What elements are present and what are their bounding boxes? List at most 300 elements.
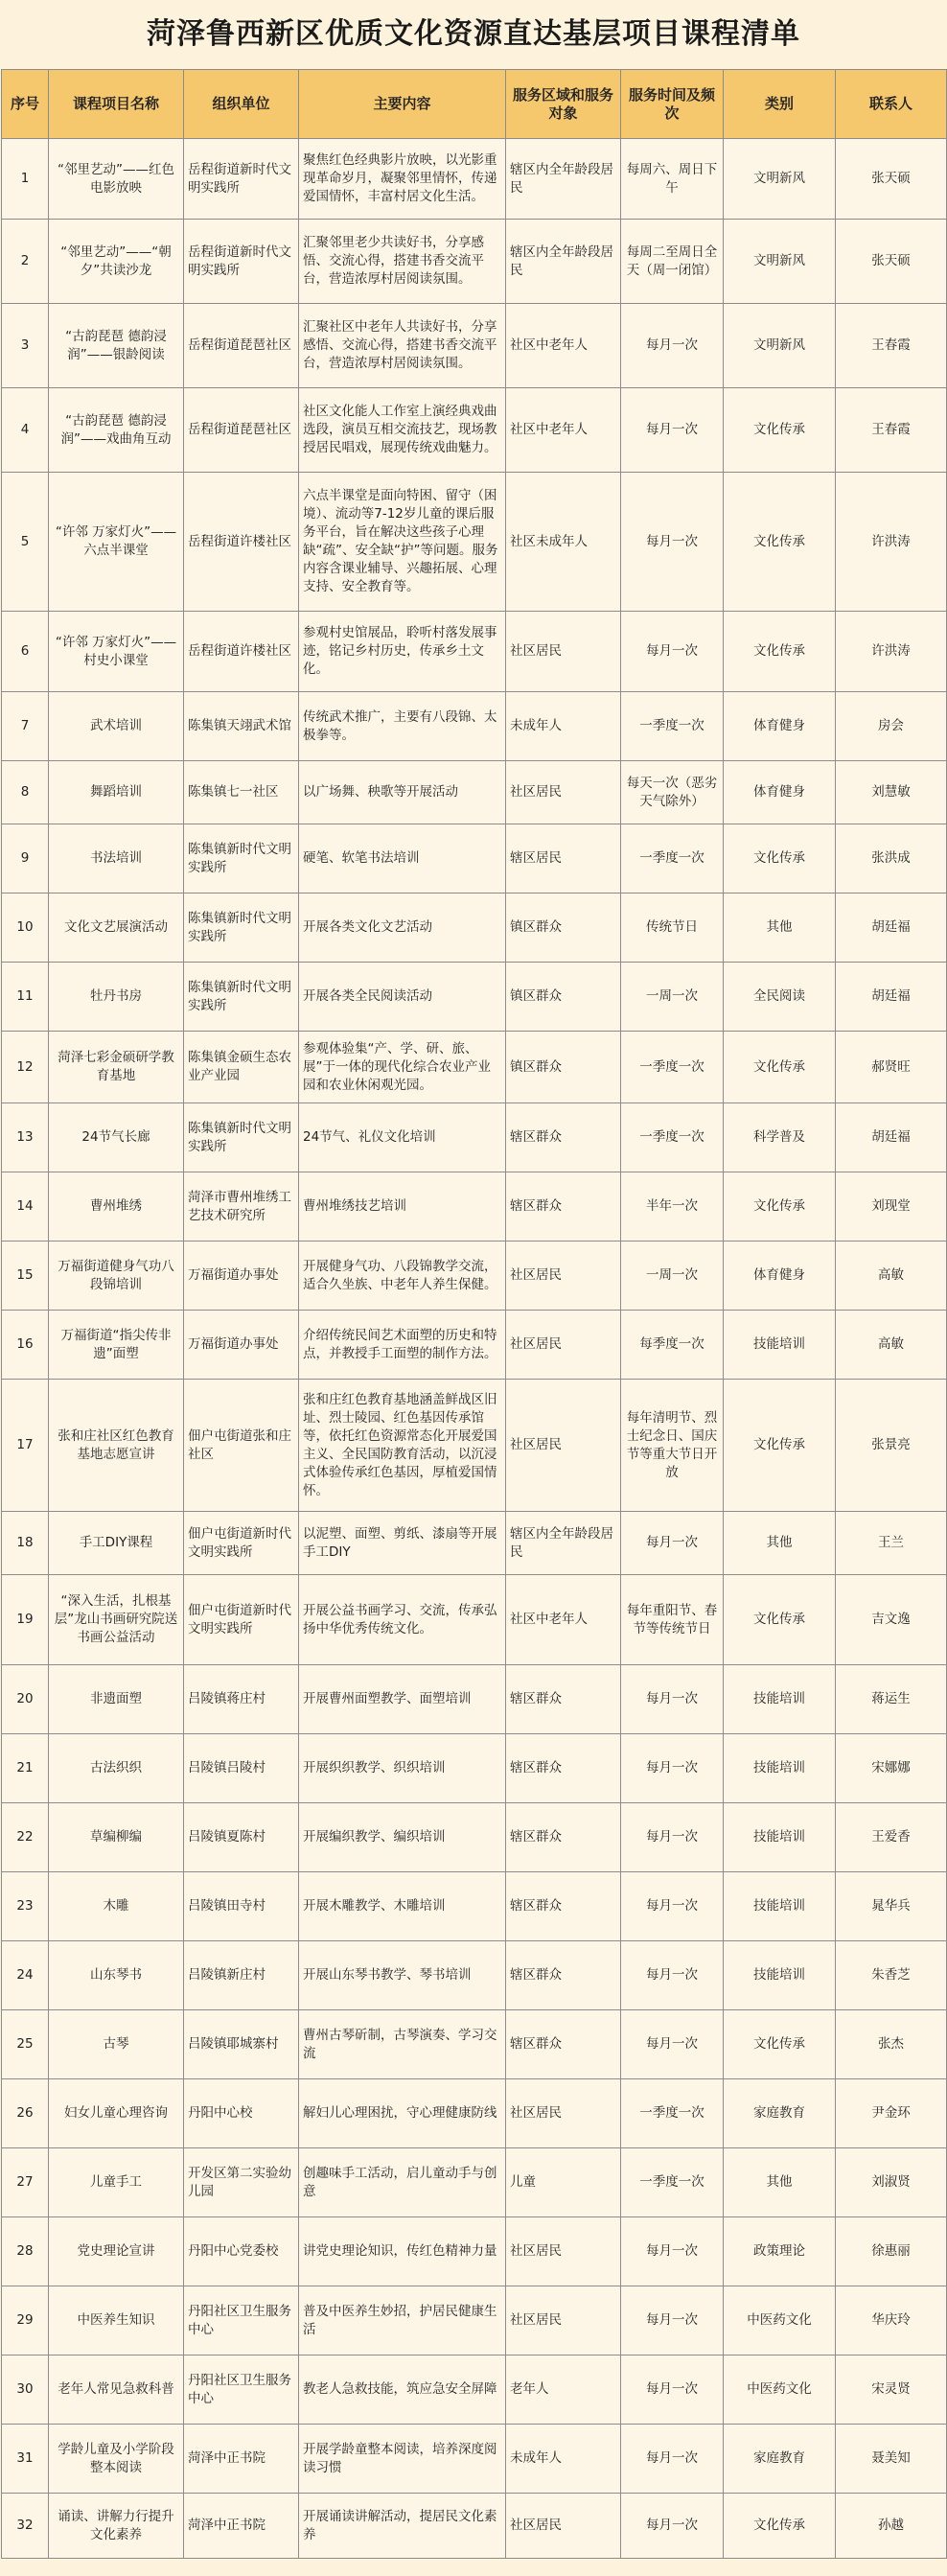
cell-service-time: 每月一次 <box>621 1734 724 1803</box>
cell-service-area: 社区居民 <box>506 761 621 824</box>
cell-row-number: 32 <box>2 2494 49 2559</box>
table-row <box>2 1575 947 1665</box>
cell-service-time: 一季度一次 <box>621 824 724 893</box>
cell-organizer: 岳程街道新时代文明实践所 <box>184 220 299 304</box>
table-row <box>2 1032 947 1103</box>
cell-course-name: 武术培训 <box>49 692 184 761</box>
cell-course-name: 木雕 <box>49 1872 184 1941</box>
cell-contact-person: 王春霞 <box>836 304 947 388</box>
cell-main-content: 创趣味手工活动，启儿童动手与创意 <box>299 2148 506 2217</box>
cell-contact-person: 聂美知 <box>836 2425 947 2494</box>
cell-organizer: 丹阳中心党委校 <box>184 2217 299 2286</box>
cell-service-area: 社区居民 <box>506 612 621 692</box>
cell-main-content: 汇聚社区中老年人共读好书，分享感悟、交流心得，搭建书香交流平台，营造浓厚村居阅读氛围。 <box>299 304 506 388</box>
cell-category: 中医药文化 <box>724 2356 836 2425</box>
table-row <box>2 1803 947 1872</box>
cell-service-area: 老年人 <box>506 2356 621 2425</box>
cell-main-content: 开展公益书画学习、交流，传承弘扬中华优秀传统文化。 <box>299 1575 506 1665</box>
header-content: 主要内容 <box>299 70 506 139</box>
cell-organizer: 岳程街道许楼社区 <box>184 473 299 612</box>
cell-contact-person: 胡廷福 <box>836 1103 947 1172</box>
cell-row-number: 14 <box>2 1172 49 1242</box>
cell-service-time: 每月一次 <box>621 304 724 388</box>
cell-category: 技能培训 <box>724 1665 836 1734</box>
cell-service-area: 镇区群众 <box>506 893 621 963</box>
cell-service-area: 辖区内全年龄段居民 <box>506 220 621 304</box>
cell-service-time: 每季度一次 <box>621 1311 724 1380</box>
cell-service-area: 社区中老年人 <box>506 1575 621 1665</box>
cell-service-time: 每年重阳节、春节等传统节日 <box>621 1575 724 1665</box>
header-contact: 联系人 <box>836 70 947 139</box>
cell-service-time: 传统节日 <box>621 893 724 963</box>
cell-category: 科学普及 <box>724 1103 836 1172</box>
cell-category: 其他 <box>724 1512 836 1575</box>
cell-main-content: 24节气、礼仪文化培训 <box>299 1103 506 1172</box>
cell-organizer: 菏泽市曹州堆绣工艺技术研究所 <box>184 1172 299 1242</box>
cell-course-name: 中医养生知识 <box>49 2286 184 2356</box>
cell-main-content: 普及中医养生妙招，护居民健康生活 <box>299 2286 506 2356</box>
cell-contact-person: 许洪涛 <box>836 612 947 692</box>
cell-main-content: 解妇儿心理困扰，守心理健康防线 <box>299 2079 506 2148</box>
cell-organizer: 佃户屯街道张和庄社区 <box>184 1380 299 1512</box>
cell-service-area: 社区居民 <box>506 1380 621 1512</box>
table-row <box>2 761 947 824</box>
cell-service-time: 每月一次 <box>621 2356 724 2425</box>
table-row <box>2 1512 947 1575</box>
cell-course-name: 儿童手工 <box>49 2148 184 2217</box>
cell-course-name: 菏泽七彩金硕研学教育基地 <box>49 1032 184 1103</box>
cell-course-name: 曹州堆绣 <box>49 1172 184 1242</box>
cell-category: 体育健身 <box>724 692 836 761</box>
table-row <box>2 963 947 1032</box>
cell-row-number: 27 <box>2 2148 49 2217</box>
cell-category: 中医药文化 <box>724 2286 836 2356</box>
cell-service-time: 一季度一次 <box>621 1032 724 1103</box>
cell-category: 文明新风 <box>724 139 836 220</box>
cell-contact-person: 王兰 <box>836 1512 947 1575</box>
table-row <box>2 2010 947 2079</box>
cell-category: 文明新风 <box>724 220 836 304</box>
cell-contact-person: 蒋运生 <box>836 1665 947 1734</box>
table-row <box>2 304 947 388</box>
header-course-name: 课程项目名称 <box>49 70 184 139</box>
cell-row-number: 2 <box>2 220 49 304</box>
cell-course-name: 24节气长廊 <box>49 1103 184 1172</box>
cell-organizer: 丹阳社区卫生服务中心 <box>184 2286 299 2356</box>
table-row <box>2 1872 947 1941</box>
cell-category: 文化传承 <box>724 388 836 473</box>
table-row <box>2 1103 947 1172</box>
cell-row-number: 3 <box>2 304 49 388</box>
cell-service-area: 镇区群众 <box>506 1032 621 1103</box>
cell-category: 技能培训 <box>724 1734 836 1803</box>
cell-course-name: “邻里艺动”——“朝夕”共读沙龙 <box>49 220 184 304</box>
cell-contact-person: 刘慧敏 <box>836 761 947 824</box>
cell-service-area: 辖区群众 <box>506 1665 621 1734</box>
cell-contact-person: 张天硕 <box>836 220 947 304</box>
cell-course-name: 山东琴书 <box>49 1941 184 2010</box>
cell-row-number: 31 <box>2 2425 49 2494</box>
cell-organizer: 陈集镇新时代文明实践所 <box>184 963 299 1032</box>
cell-main-content: 开展各类全民阅读活动 <box>299 963 506 1032</box>
cell-service-area: 辖区内全年龄段居民 <box>506 1512 621 1575</box>
cell-row-number: 6 <box>2 612 49 692</box>
cell-main-content: 讲党史理论知识，传红色精神力量 <box>299 2217 506 2286</box>
cell-row-number: 10 <box>2 893 49 963</box>
cell-course-name: 舞蹈培训 <box>49 761 184 824</box>
table-row <box>2 2217 947 2286</box>
cell-service-area: 辖区群众 <box>506 1941 621 2010</box>
cell-organizer: 菏泽中正书院 <box>184 2425 299 2494</box>
cell-organizer: 岳程街道新时代文明实践所 <box>184 139 299 220</box>
cell-category: 体育健身 <box>724 761 836 824</box>
cell-course-name: 非遗面塑 <box>49 1665 184 1734</box>
table-row <box>2 692 947 761</box>
cell-service-time: 每月一次 <box>621 1512 724 1575</box>
cell-row-number: 7 <box>2 692 49 761</box>
cell-service-time: 一周一次 <box>621 1242 724 1311</box>
cell-course-name: 万福街道“指尖传非遗”面塑 <box>49 1311 184 1380</box>
cell-category: 其他 <box>724 2148 836 2217</box>
cell-row-number: 30 <box>2 2356 49 2425</box>
cell-service-area: 儿童 <box>506 2148 621 2217</box>
cell-row-number: 18 <box>2 1512 49 1575</box>
cell-service-time: 半年一次 <box>621 1172 724 1242</box>
table-row <box>2 473 947 612</box>
cell-category: 技能培训 <box>724 1872 836 1941</box>
cell-main-content: 社区文化能人工作室上演经典戏曲选段，演员互相交流技艺，现场教授居民唱戏，展现传统戏曲魅力。 <box>299 388 506 473</box>
cell-service-time: 每月一次 <box>621 2494 724 2559</box>
header-service-area: 服务区域和服务对象 <box>506 70 621 139</box>
cell-category: 文化传承 <box>724 1032 836 1103</box>
cell-course-name: 古琴 <box>49 2010 184 2079</box>
cell-row-number: 9 <box>2 824 49 893</box>
cell-service-time: 每月一次 <box>621 1941 724 2010</box>
cell-category: 家庭教育 <box>724 2079 836 2148</box>
cell-organizer: 吕陵镇耶城寨村 <box>184 2010 299 2079</box>
page-title: 菏泽鲁西新区优质文化资源直达基层项目课程清单 <box>0 0 947 69</box>
cell-course-name: “深入生活，扎根基层”龙山书画研究院送书画公益活动 <box>49 1575 184 1665</box>
cell-category: 技能培训 <box>724 1941 836 2010</box>
cell-organizer: 吕陵镇新庄村 <box>184 1941 299 2010</box>
cell-main-content: 汇聚邻里老少共读好书，分享感悟、交流心得，搭建书香交流平台，营造浓厚村居阅读氛围。 <box>299 220 506 304</box>
cell-main-content: 开展编织教学、编织培训 <box>299 1803 506 1872</box>
cell-contact-person: 张杰 <box>836 2010 947 2079</box>
cell-contact-person: 华庆玲 <box>836 2286 947 2356</box>
cell-category: 文化传承 <box>724 2010 836 2079</box>
header-service-time: 服务时间及频次 <box>621 70 724 139</box>
cell-course-name: 党史理论宣讲 <box>49 2217 184 2286</box>
cell-service-area: 社区居民 <box>506 1311 621 1380</box>
table-row <box>2 1734 947 1803</box>
cell-main-content: 张和庄红色教育基地涵盖鲜战区旧址、烈士陵园、红色基因传承馆等，依托红色资源常态化开展爱国主义、全民国防教育活动，以沉浸式体验传承红色基因，厚植爱国情怀。 <box>299 1380 506 1512</box>
cell-contact-person: 胡廷福 <box>836 963 947 1032</box>
cell-service-area: 辖区群众 <box>506 1734 621 1803</box>
cell-service-area: 未成年人 <box>506 692 621 761</box>
cell-service-area: 辖区群众 <box>506 1872 621 1941</box>
cell-main-content: 参观体验集“产、学、研、旅、展”于一体的现代化综合农业产业园和农业休闲观光园。 <box>299 1032 506 1103</box>
header-organizer: 组织单位 <box>184 70 299 139</box>
cell-service-time: 一周一次 <box>621 963 724 1032</box>
cell-row-number: 29 <box>2 2286 49 2356</box>
cell-contact-person: 徐惠丽 <box>836 2217 947 2286</box>
cell-service-time: 每天一次（恶劣天气除外） <box>621 761 724 824</box>
cell-course-name: 万福街道健身气功八段锦培训 <box>49 1242 184 1311</box>
cell-contact-person: 房会 <box>836 692 947 761</box>
cell-main-content: 参观村史馆展品，聆听村落发展事迹，铭记乡村历史，传承乡土文化。 <box>299 612 506 692</box>
cell-service-area: 社区中老年人 <box>506 388 621 473</box>
cell-service-area: 社区居民 <box>506 2079 621 2148</box>
cell-contact-person: 张洪成 <box>836 824 947 893</box>
cell-course-name: “古韵琵琶 德韵浸润”——戏曲角互动 <box>49 388 184 473</box>
cell-organizer: 丹阳社区卫生服务中心 <box>184 2356 299 2425</box>
cell-organizer: 佃户屯街道新时代文明实践所 <box>184 1575 299 1665</box>
cell-main-content: 以泥塑、面塑、剪纸、漆扇等开展手工DIY <box>299 1512 506 1575</box>
cell-category: 文化传承 <box>724 1172 836 1242</box>
cell-row-number: 26 <box>2 2079 49 2148</box>
cell-contact-person: 宋娜娜 <box>836 1734 947 1803</box>
cell-category: 文化传承 <box>724 2494 836 2559</box>
cell-service-area: 社区居民 <box>506 2494 621 2559</box>
cell-contact-person: 许洪涛 <box>836 473 947 612</box>
cell-service-time: 每月一次 <box>621 2010 724 2079</box>
cell-course-name: “古韵琵琶 德韵浸润”——银龄阅读 <box>49 304 184 388</box>
table-row <box>2 2425 947 2494</box>
cell-row-number: 13 <box>2 1103 49 1172</box>
cell-service-area: 社区中老年人 <box>506 304 621 388</box>
table-row <box>2 1172 947 1242</box>
cell-organizer: 吕陵镇夏陈村 <box>184 1803 299 1872</box>
cell-organizer: 万福街道办事处 <box>184 1242 299 1311</box>
cell-organizer: 陈集镇新时代文明实践所 <box>184 824 299 893</box>
table-row <box>2 220 947 304</box>
cell-main-content: 教老人急救技能，筑应急安全屏障 <box>299 2356 506 2425</box>
cell-service-time: 每月一次 <box>621 1872 724 1941</box>
cell-row-number: 21 <box>2 1734 49 1803</box>
cell-service-area: 镇区群众 <box>506 963 621 1032</box>
cell-main-content: 以广场舞、秧歌等开展活动 <box>299 761 506 824</box>
cell-service-area: 辖区群众 <box>506 1172 621 1242</box>
cell-contact-person: 朱香芝 <box>836 1941 947 2010</box>
cell-main-content: 聚焦红色经典影片放映，以光影重现革命岁月，凝聚邻里情怀，传递爱国情怀，丰富村居文化生活。 <box>299 139 506 220</box>
table-row <box>2 1941 947 2010</box>
cell-contact-person: 晁华兵 <box>836 1872 947 1941</box>
cell-contact-person: 吉文逸 <box>836 1575 947 1665</box>
cell-category: 文化传承 <box>724 1575 836 1665</box>
cell-row-number: 28 <box>2 2217 49 2286</box>
table-row <box>2 1311 947 1380</box>
cell-course-name: 妇女儿童心理咨询 <box>49 2079 184 2148</box>
cell-service-time: 一季度一次 <box>621 2148 724 2217</box>
table-row <box>2 893 947 963</box>
cell-organizer: 万福街道办事处 <box>184 1311 299 1380</box>
table-row <box>2 139 947 220</box>
table-row <box>2 612 947 692</box>
cell-course-name: 张和庄社区红色教育基地志愿宣讲 <box>49 1380 184 1512</box>
cell-service-time: 一季度一次 <box>621 2079 724 2148</box>
cell-category: 全民阅读 <box>724 963 836 1032</box>
cell-row-number: 12 <box>2 1032 49 1103</box>
cell-service-area: 社区居民 <box>506 2217 621 2286</box>
cell-category: 技能培训 <box>724 1311 836 1380</box>
cell-main-content: 硬笔、软笔书法培训 <box>299 824 506 893</box>
cell-service-area: 辖区群众 <box>506 1803 621 1872</box>
cell-organizer: 开发区第二实验幼儿园 <box>184 2148 299 2217</box>
cell-course-name: 牡丹书房 <box>49 963 184 1032</box>
table-row <box>2 2079 947 2148</box>
cell-course-name: “许邻 万家灯火”——六点半课堂 <box>49 473 184 612</box>
cell-row-number: 4 <box>2 388 49 473</box>
header-category: 类别 <box>724 70 836 139</box>
table-row <box>2 1380 947 1512</box>
cell-row-number: 1 <box>2 139 49 220</box>
cell-service-area: 辖区群众 <box>506 2010 621 2079</box>
cell-course-name: 手工DIY课程 <box>49 1512 184 1575</box>
cell-service-area: 辖区居民 <box>506 824 621 893</box>
cell-row-number: 23 <box>2 1872 49 1941</box>
cell-row-number: 17 <box>2 1380 49 1512</box>
cell-organizer: 岳程街道琵琶社区 <box>184 304 299 388</box>
cell-category: 文化传承 <box>724 612 836 692</box>
cell-organizer: 陈集镇金硕生态农业产业园 <box>184 1032 299 1103</box>
cell-course-name: 文化文艺展演活动 <box>49 893 184 963</box>
cell-main-content: 开展各类文化文艺活动 <box>299 893 506 963</box>
table-row <box>2 1242 947 1311</box>
cell-row-number: 16 <box>2 1311 49 1380</box>
cell-category: 文化传承 <box>724 824 836 893</box>
cell-organizer: 岳程街道琵琶社区 <box>184 388 299 473</box>
cell-category: 文化传承 <box>724 473 836 612</box>
table-header-row <box>2 70 947 139</box>
cell-organizer: 岳程街道许楼社区 <box>184 612 299 692</box>
cell-contact-person: 王爱香 <box>836 1803 947 1872</box>
cell-main-content: 曹州古琴斫制，古琴演奏、学习交流 <box>299 2010 506 2079</box>
cell-service-time: 每月一次 <box>621 1665 724 1734</box>
cell-organizer: 陈集镇天翊武术馆 <box>184 692 299 761</box>
cell-organizer: 陈集镇新时代文明实践所 <box>184 1103 299 1172</box>
cell-organizer: 陈集镇新时代文明实践所 <box>184 893 299 963</box>
cell-contact-person: 高敏 <box>836 1311 947 1380</box>
cell-service-time: 每月一次 <box>621 1803 724 1872</box>
cell-course-name: 草编柳编 <box>49 1803 184 1872</box>
course-table <box>1 69 947 2559</box>
cell-contact-person: 张景亮 <box>836 1380 947 1512</box>
cell-main-content: 开展山东琴书教学、琴书培训 <box>299 1941 506 2010</box>
cell-main-content: 开展曹州面塑教学、面塑培训 <box>299 1665 506 1734</box>
cell-main-content: 开展学龄童整本阅读，培养深度阅读习惯 <box>299 2425 506 2494</box>
cell-main-content: 开展织织教学、织织培训 <box>299 1734 506 1803</box>
cell-service-time: 每年清明节、烈士纪念日、国庆节等重大节日开放 <box>621 1380 724 1512</box>
cell-contact-person: 尹金环 <box>836 2079 947 2148</box>
cell-service-time: 每月一次 <box>621 2286 724 2356</box>
cell-service-area: 社区未成年人 <box>506 473 621 612</box>
cell-service-time: 每月一次 <box>621 388 724 473</box>
cell-main-content: 六点半课堂是面向特困、留守（困境）、流动等7-12岁儿童的课后服务平台，旨在解决这些孩子心理缺“疏”、安全缺“护”等问题。服务内容含课业辅导、兴趣拓展、心理支持、安全教育等。 <box>299 473 506 612</box>
cell-category: 家庭教育 <box>724 2425 836 2494</box>
cell-service-area: 辖区群众 <box>506 1103 621 1172</box>
cell-organizer: 菏泽中正书院 <box>184 2494 299 2559</box>
cell-contact-person: 郝贤旺 <box>836 1032 947 1103</box>
cell-service-time: 每月一次 <box>621 473 724 612</box>
cell-row-number: 25 <box>2 2010 49 2079</box>
table-row <box>2 2286 947 2356</box>
cell-course-name: “许邻 万家灯火”——村史小课堂 <box>49 612 184 692</box>
cell-main-content: 曹州堆绣技艺培训 <box>299 1172 506 1242</box>
cell-contact-person: 胡廷福 <box>836 893 947 963</box>
cell-organizer: 丹阳中心校 <box>184 2079 299 2148</box>
cell-organizer: 吕陵镇蒋庄村 <box>184 1665 299 1734</box>
cell-row-number: 5 <box>2 473 49 612</box>
cell-service-time: 每月一次 <box>621 612 724 692</box>
cell-category: 技能培训 <box>724 1803 836 1872</box>
table-body <box>2 139 947 2559</box>
cell-main-content: 传统武术推广，主要有八段锦、太极拳等。 <box>299 692 506 761</box>
cell-course-name: 诵读、讲解力行提升文化素养 <box>49 2494 184 2559</box>
header-no: 序号 <box>2 70 49 139</box>
cell-service-time: 每周六、周日下午 <box>621 139 724 220</box>
cell-service-area: 社区居民 <box>506 1242 621 1311</box>
cell-category: 文化传承 <box>724 1380 836 1512</box>
cell-category: 体育健身 <box>724 1242 836 1311</box>
table-row <box>2 2356 947 2425</box>
cell-service-time: 一季度一次 <box>621 1103 724 1172</box>
cell-course-name: 书法培训 <box>49 824 184 893</box>
cell-row-number: 24 <box>2 1941 49 2010</box>
cell-organizer: 吕陵镇吕陵村 <box>184 1734 299 1803</box>
cell-service-time: 每月一次 <box>621 2217 724 2286</box>
cell-course-name: 学龄儿童及小学阶段整本阅读 <box>49 2425 184 2494</box>
cell-contact-person: 刘淑贤 <box>836 2148 947 2217</box>
cell-organizer: 佃户屯街道新时代文明实践所 <box>184 1512 299 1575</box>
cell-row-number: 22 <box>2 1803 49 1872</box>
cell-contact-person: 王春霞 <box>836 388 947 473</box>
table-row <box>2 824 947 893</box>
cell-service-area: 未成年人 <box>506 2425 621 2494</box>
cell-category: 政策理论 <box>724 2217 836 2286</box>
cell-service-area: 社区居民 <box>506 2286 621 2356</box>
table-row <box>2 1665 947 1734</box>
cell-course-name: 古法织织 <box>49 1734 184 1803</box>
table-row <box>2 2494 947 2559</box>
cell-contact-person: 孙越 <box>836 2494 947 2559</box>
cell-organizer: 陈集镇七一社区 <box>184 761 299 824</box>
cell-row-number: 11 <box>2 963 49 1032</box>
cell-row-number: 20 <box>2 1665 49 1734</box>
table-row <box>2 2148 947 2217</box>
cell-service-area: 辖区内全年龄段居民 <box>506 139 621 220</box>
cell-main-content: 开展健身气功、八段锦教学交流，适合久坐族、中老年人养生保健。 <box>299 1242 506 1311</box>
cell-contact-person: 张天硕 <box>836 139 947 220</box>
cell-row-number: 15 <box>2 1242 49 1311</box>
cell-main-content: 介绍传统民间艺术面塑的历史和特点，并教授手工面塑的制作方法。 <box>299 1311 506 1380</box>
cell-contact-person: 刘现堂 <box>836 1172 947 1242</box>
cell-service-time: 一季度一次 <box>621 692 724 761</box>
cell-service-time: 每周二至周日全天（周一闭馆） <box>621 220 724 304</box>
cell-course-name: 老年人常见急救科普 <box>49 2356 184 2425</box>
cell-row-number: 8 <box>2 761 49 824</box>
cell-course-name: “邻里艺动”——红色电影放映 <box>49 139 184 220</box>
cell-organizer: 吕陵镇田寺村 <box>184 1872 299 1941</box>
cell-main-content: 开展诵读讲解活动，提居民文化素养 <box>299 2494 506 2559</box>
cell-row-number: 19 <box>2 1575 49 1665</box>
cell-category: 其他 <box>724 893 836 963</box>
cell-service-time: 每月一次 <box>621 2425 724 2494</box>
cell-contact-person: 宋灵贤 <box>836 2356 947 2425</box>
cell-main-content: 开展木雕教学、木雕培训 <box>299 1872 506 1941</box>
table-row <box>2 388 947 473</box>
cell-contact-person: 高敏 <box>836 1242 947 1311</box>
cell-category: 文明新风 <box>724 304 836 388</box>
